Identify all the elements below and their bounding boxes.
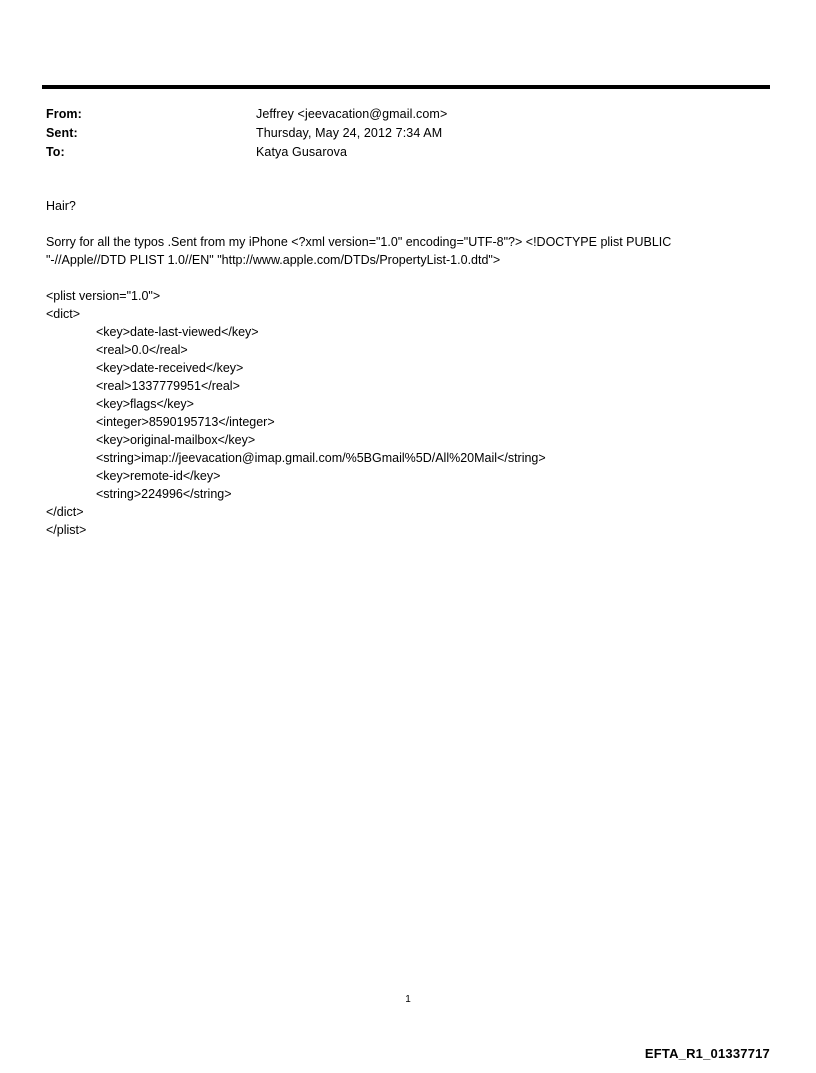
xml-line: <string>224996</string> bbox=[96, 487, 232, 501]
header-row-to bbox=[46, 145, 746, 164]
header-row-sent bbox=[46, 126, 746, 145]
xml-line: <key>flags</key> bbox=[96, 397, 194, 411]
xml-line: <key>remote-id</key> bbox=[96, 469, 221, 483]
body-paragraph: Sorry for all the typos .Sent from my iPhone <?xml version="1.0" encoding="UTF-8"?> <!DOCTYPE plist PUBLIC "-//Apple//DTD PLIST 1.0//EN" "http://www.apple.com/DTDs/PropertyList-1.0.dtd"> bbox=[46, 235, 675, 267]
xml-line: <plist version="1.0"> bbox=[46, 289, 161, 303]
from-value: Jeffrey <jeevacation@gmail.com> bbox=[256, 107, 448, 121]
header-rule bbox=[42, 85, 770, 89]
sent-value: Thursday, May 24, 2012 7:34 AM bbox=[256, 126, 443, 140]
xml-line: <string>imap://jeevacation@imap.gmail.com/%5BGmail%5D/All%20Mail</string> bbox=[96, 451, 546, 465]
page-number: 1 bbox=[405, 994, 411, 1005]
plist-xml-block bbox=[46, 287, 746, 539]
header-row-from bbox=[46, 107, 746, 126]
body-greeting: Hair? bbox=[46, 199, 76, 213]
to-label: To: bbox=[46, 145, 65, 159]
xml-line: <real>1337779951</real> bbox=[96, 379, 240, 393]
email-body bbox=[46, 197, 746, 539]
xml-line: <integer>8590195713</integer> bbox=[96, 415, 275, 429]
xml-line: <key>date-last-viewed</key> bbox=[96, 325, 259, 339]
xml-line: <real>0.0</real> bbox=[96, 343, 188, 357]
email-header-block bbox=[46, 107, 746, 164]
xml-line: <key>original-mailbox</key> bbox=[96, 433, 256, 447]
bates-number: EFTA_R1_01337717 bbox=[644, 1046, 770, 1061]
xml-line: <dict> bbox=[46, 307, 81, 321]
xml-line: </dict> bbox=[46, 505, 84, 519]
xml-line: <key>date-received</key> bbox=[96, 361, 244, 375]
sent-label: Sent: bbox=[46, 126, 78, 140]
from-label: From: bbox=[46, 107, 82, 121]
xml-line: </plist> bbox=[46, 523, 87, 537]
to-value: Katya Gusarova bbox=[256, 145, 348, 159]
